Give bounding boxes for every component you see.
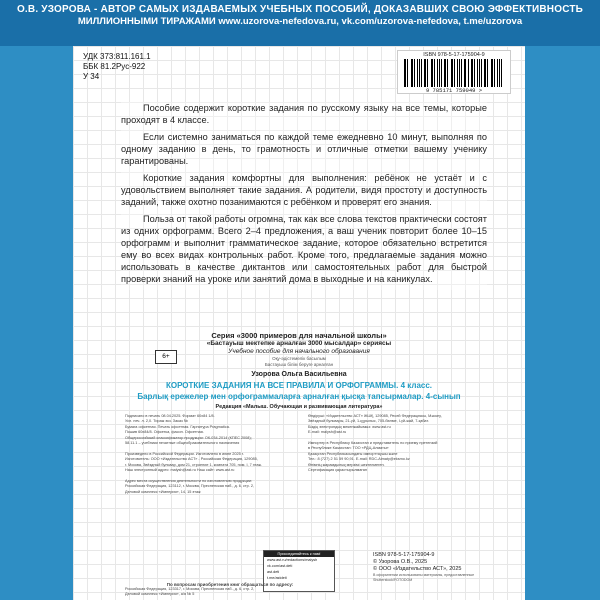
imprint-line: Біздің электрондық мекенжайымыз: www.ast.ru [308,424,391,429]
imprint-line: Сертификация қарастырылмаған [308,468,367,473]
paragraph: Если системно заниматься по каждой теме ежедневно 10 минут, выполняя по одному заданию в день, то грамотность и отличные отметки вашему ученику гарантированы. [121,132,487,166]
imprint-line: Қазақстан Республикасындағы импорттаушы және [308,451,398,456]
imprint-line: Импортер в Республику Казахстан и представитель по приему претензий [308,441,438,446]
imprint-line: г. Москва, Звёздный бульвар, дом 21, строение 1, комната 705, пом. I, 7 этаж. [125,462,263,467]
purchase-info [125,582,335,597]
social-heading: Присоединяйтесь к нам! [264,551,334,557]
title-ru-grade: 4 класс. [400,381,433,390]
imprint-line: Изготовитель: ООО «Издательство АСТ» - Российская Федерация, 129085, [125,457,258,462]
imprint-line: Произведено в Российской Федерации. Изготовлено в июне 2025 г. [125,451,244,456]
imprint-right [308,414,498,473]
bbk-code: ББК 81.2Рус-922 [83,62,146,71]
series-subtitle: Учебное пособие для начального образования [228,348,370,355]
title-kz-main: Барлық ережелер мен орфограммаларға арналған қысқа тапсырмалар. [137,392,424,401]
purchase-line: Деловой комплекс «Империя», а/я № 5 [125,592,195,596]
copyright-isbn: ISBN 978-5-17-175904-9 [373,552,435,558]
author-name: Узорова Ольга Васильевна [251,371,347,378]
paragraph: Пособие содержит короткие задания по русскому языку на все темы, которые проходят в 4 классе. [121,103,487,125]
imprint-line: E-mail: malysh@ast.ru [308,430,347,435]
book-title-kz [73,392,525,401]
copyright-block [373,552,513,582]
paragraph: Короткие задания комфортны для выполнения: ребёнок не устаёт и с удовольствием выполняет такие задания. А родители, видя простоту и доступность заданий, также охотно позанимаются с ребёнком и проверят его знания. [121,173,487,207]
imprint-line: Адрес места осуществления деятельности по изготовлению продукции: [125,478,253,483]
paragraph: Польза от такой работы огромна, так как все слова текстов практически состоят из одних орфограмм. Всего 2–4 предложения, а ваш ученик повторит более 10–15 орфограмм и выполнит грамматическое задание, которое обязательно встретится ему во всех видах контрольных работ. Кроме того, предлагаемые задания можно использовать в качестве диктантов или самостоятельных работ для быстрой проверки знаний на уроке или занятий дома в выходные и на каникулах. [121,214,487,284]
series-title-kz: «Бастауыш мектепке арналған 3000 мысалдар» сериясы [206,340,392,347]
imprint-line: 58.11.1 – учебники печатные общеобразовательного назначения [125,441,240,446]
imprint-line: Подписано в печать 08.04.2025. Формат 60х84 1/8. [125,414,215,418]
imprint-left [125,414,305,495]
title-kz-grade: 4-сынып [425,392,461,401]
book-title-ru [73,381,525,390]
series-title-ru: Серия «3000 примеров для начальной школы» [211,331,387,340]
imprint-line: Усл. печ. л. 2,0. Тираж экз. Заказ № [125,419,188,424]
dzen-link[interactable]: ast.deti [267,570,280,574]
imprint-line: Тел.: 8 (727) 2 51 59 90,91. E-mail: RDC-Almaty@eksmo.kz [308,457,410,462]
telegram-link[interactable]: t.me/astdeti [267,576,287,580]
copyright-note: В оформлении использованы материалы, предоставленные Shutterstock/FOTODOM [373,573,475,582]
isbn-top-text: ISBN 978-5-17-175904-9 [423,52,485,58]
imprint-line: Өндіруші: «Издательство АСТ» ЖШҚ, 129085, Ресей Федерациясы, Мәскеу, [308,414,442,418]
barcode-image [404,59,504,87]
website-link[interactable]: www.ast.ru/redactions/malysh [267,558,318,562]
imprint-line: Пошив 60х84/8. Офсетка, фасон. Офсетная. [125,430,204,435]
edition-line: Редакция «Малыш. Обучающая и развивающая литература» [215,404,383,410]
series-note-1: Оқу-әдістемелік басылым [272,356,326,361]
purchase-heading: По вопросам приобретения книг обращаться по адресу: [166,582,294,587]
description-text [121,102,487,290]
isbn-number: 9 785171 759049 > [425,87,483,94]
imprint-line: Өнімнің жарамдылық мерзімі шектелмеген. [308,462,385,467]
series-note-2: Бастауыш білім беруге арналған [264,362,334,367]
copyright-publisher: © ООО «Издательство АСТ», 2025 [373,566,462,572]
imprint-line: Общероссийский классификатор продукции: ОК-034-2014 (КПЕС 2008); [125,435,252,440]
imprint-line: в Республике Казахстан: ТОО «РДЦ-Алматы» [308,446,389,451]
imprint-line: Российская Федерация, 123112, г. Москва, Пресненская наб., д. 6, стр. 2, [125,484,255,489]
title-ru-main: КОРОТКИЕ ЗАДАНИЯ НА ВСЕ ПРАВИЛА И ОРФОГРАММЫ. [165,381,399,390]
imprint-line: Деловой комплекс «Империя», 14, 15 этаж [125,489,201,494]
imprint-line: Звёздный бульвары, 21-үй, 1-құрылыс, 705-бөлме, I-үй-жай, 7-қабат. [308,419,429,424]
back-cover-page [73,46,525,600]
vk-link[interactable]: vk.com/ast.deti [267,564,293,568]
copyright-author: © Узорова О.В., 2025 [373,559,428,565]
top-banner [0,0,600,46]
age-rating-badge: 6+ [155,350,177,364]
imprint-line: Бумага офсетная. Печать офсетная. Гарнитура Pragmatica. [125,424,230,429]
udk-code: УДК 373:811.161.1 [83,52,151,61]
isbn-barcode [397,50,511,94]
banner-line-1: О.В. УЗОРОВА - АВТОР САМЫХ ИЗДАВАЕМЫХ УЧЕБНЫХ ПОСОБИЙ, ДОКАЗАВШИХ СВОЮ ЭФФЕКТИВНОСТЬ [16,4,584,15]
author-code: У 34 [83,72,100,81]
catalog-codes [83,52,151,82]
banner-line-2: МИЛЛИОННЫМИ ТИРАЖАМИ www.uzorova-nefedova.ru, vk.com/uzorova-nefedova, t.me/uzorova [77,16,523,27]
purchase-line: Российская Федерация, 123317, г. Москва, Пресненская наб., д. 6, стр. 2, [125,587,255,591]
imprint-line: Наш электронный адрес: malysh@ast.ru Наш сайт: www.ast.ru [125,468,235,473]
